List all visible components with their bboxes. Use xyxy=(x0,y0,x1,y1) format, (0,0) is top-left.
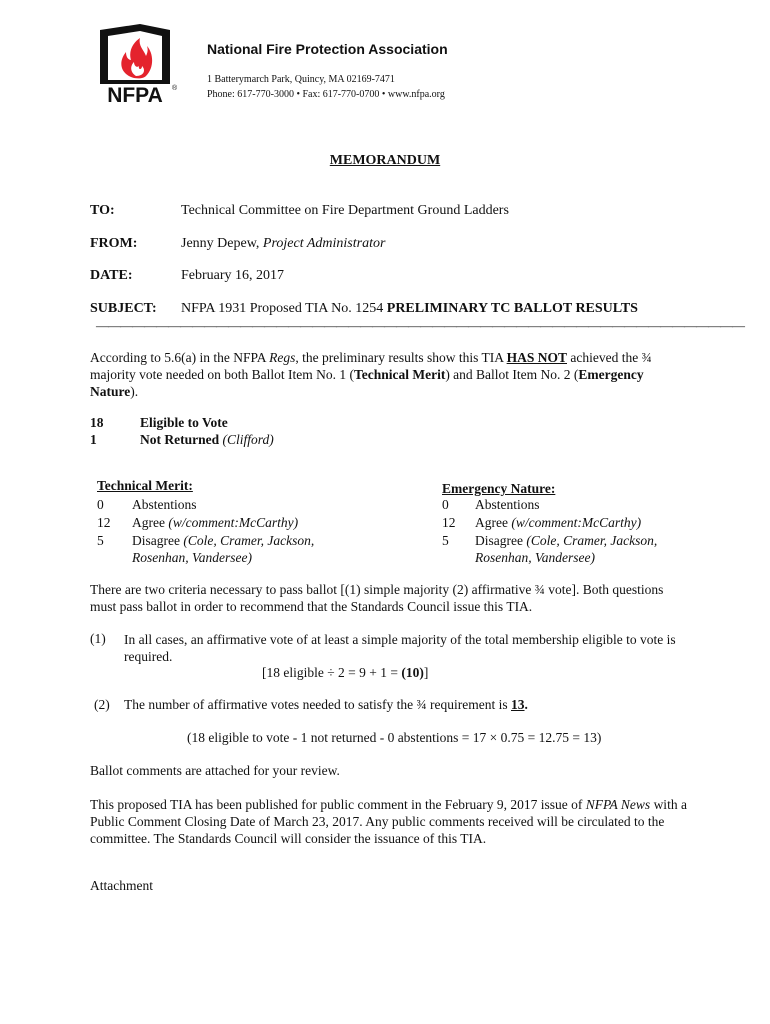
intro-paragraph xyxy=(90,349,690,400)
memo-title: MEMORANDUM xyxy=(329,153,441,168)
has-not-emphasis: HAS NOT xyxy=(506,350,567,365)
c2-result: 13 xyxy=(511,697,525,712)
tm-abst-count: 0 xyxy=(97,497,104,512)
c1-calc-text: [18 eligible ÷ 2 = 9 + 1 = xyxy=(262,665,402,680)
en-disagree-label: Disagree xyxy=(475,533,527,548)
tm-disagree-label: Disagree xyxy=(132,533,184,548)
en-disagree-line xyxy=(475,533,657,549)
not-returned-label: Not Returned xyxy=(140,432,220,447)
date-value: February 16, 2017 xyxy=(181,268,285,283)
tm-disagree-note-1: (Cole, Cramer, Jackson, xyxy=(183,533,315,548)
criterion-2-number: (2) xyxy=(94,697,110,712)
criterion-1-text: In all cases, an affirmative vote of at least a simple majority of the total membership eligible to vote is required. xyxy=(124,632,676,664)
from-role: Project Administrator xyxy=(262,236,386,251)
en-abst-count: 0 xyxy=(442,497,449,512)
en-agree-count: 12 xyxy=(442,515,456,530)
subject-label: SUBJECT: xyxy=(90,301,157,316)
not-returned-count: 1 xyxy=(90,432,97,447)
en-agree-line xyxy=(475,515,641,531)
c1-result: (10) xyxy=(401,665,424,680)
from-label: FROM: xyxy=(90,236,138,251)
tm-agree-note: (w/comment:McCarthy) xyxy=(168,515,299,530)
closing-text-2: with a Public Comment Closing Date of March 23, 2017. Any public comments received will be circulated to the committee. The Standards Council will consider the issuance of this TIA. xyxy=(90,797,687,846)
en-disagree-note-1: (Cole, Cramer, Jackson, xyxy=(526,533,658,548)
intro-text-1: According to 5.6(a) in the NFPA xyxy=(90,350,270,365)
tm-abst-label: Abstentions xyxy=(132,497,197,512)
attachment-label: Attachment xyxy=(90,878,153,893)
not-returned-line xyxy=(140,432,274,448)
en-agree-label: Agree xyxy=(475,515,512,530)
tm-agree-label: Agree xyxy=(132,515,169,530)
criterion-2-text xyxy=(124,697,528,713)
eligible-count: 18 xyxy=(90,415,104,430)
intro-text-3: achieved the ¾ majority vote needed on both Ballot Item No. 1 ( xyxy=(90,350,652,382)
intro-text-2: , the preliminary results show this TIA xyxy=(295,350,507,365)
tm-agree-count: 12 xyxy=(97,515,111,530)
org-contact: Phone: 617-770-3000 • Fax: 617-770-0700 • www.nfpa.org xyxy=(207,89,445,100)
criteria-intro: There are two criteria necessary to pass ballot [(1) simple majority (2) affirmative ¾ vote]. Both questions must pass ballot in order to recommend that the Standards Council issue this TIA. xyxy=(90,582,664,614)
en-disagree-count: 5 xyxy=(442,533,449,548)
to-value: Technical Committee on Fire Department Ground Ladders xyxy=(181,203,509,218)
not-returned-name: (Clifford) xyxy=(222,432,274,447)
to-label: TO: xyxy=(90,203,115,218)
subject-value xyxy=(181,301,638,317)
en-agree-note: (w/comment:McCarthy) xyxy=(511,515,642,530)
from-value xyxy=(181,236,385,252)
criterion-2-calc: (18 eligible to vote - 1 not returned - 0 abstentions = 17 × 0.75 = 12.75 = 13) xyxy=(187,730,602,745)
intro-text-5: ). xyxy=(130,384,139,399)
date-label: DATE: xyxy=(90,268,133,283)
closing-paragraph xyxy=(90,796,710,847)
emergency-nature-bold: Emergency Nature xyxy=(90,367,644,399)
tm-agree-line xyxy=(132,515,298,531)
subject-text: NFPA 1931 Proposed TIA No. 1254 xyxy=(181,301,387,316)
c2-period: . xyxy=(524,697,528,712)
criterion-1-number: (1) xyxy=(90,631,106,646)
en-disagree-note-2: Rosenhan, Vandersee) xyxy=(475,550,595,565)
subject-bold: PRELIMINARY TC BALLOT RESULTS xyxy=(386,301,638,316)
criterion-1-calc xyxy=(262,665,428,681)
regs-italic: Regs xyxy=(269,350,296,365)
c1-close: ] xyxy=(423,665,429,680)
from-name: Jenny Depew, xyxy=(181,236,263,251)
org-name: National Fire Protection Association xyxy=(207,41,448,57)
tm-disagree-line xyxy=(132,533,314,549)
closing-text-1: This proposed TIA has been published for public comment in the February 9, 2017 issue of xyxy=(90,797,586,812)
en-abst-label: Abstentions xyxy=(475,497,540,512)
intro-text-4: ) and Ballot Item No. 2 ( xyxy=(445,367,579,382)
tm-disagree-note-2: Rosenhan, Vandersee) xyxy=(132,550,252,565)
divider-line: —————————————————————————————————————————————————————— xyxy=(96,318,744,333)
nfpa-logo xyxy=(96,22,176,106)
technical-merit-heading: Technical Merit: xyxy=(97,478,193,493)
org-address: 1 Batterymarch Park, Quincy, MA 02169-7471 xyxy=(207,74,395,85)
logo-lettering: NFPA xyxy=(107,84,163,107)
nfpa-flame-logo-icon xyxy=(96,22,176,106)
ballot-comments: Ballot comments are attached for your review. xyxy=(90,763,340,778)
svg-text:®: ® xyxy=(172,85,178,92)
emergency-nature-heading: Emergency Nature: xyxy=(442,481,556,496)
technical-merit-bold: Technical Merit xyxy=(353,367,446,382)
c2-text: The number of affirmative votes needed to satisfy the ¾ requirement is xyxy=(124,697,512,712)
eligible-label: Eligible to Vote xyxy=(140,415,228,430)
nfpa-news-italic: NFPA News xyxy=(585,797,651,812)
tm-disagree-count: 5 xyxy=(97,533,104,548)
